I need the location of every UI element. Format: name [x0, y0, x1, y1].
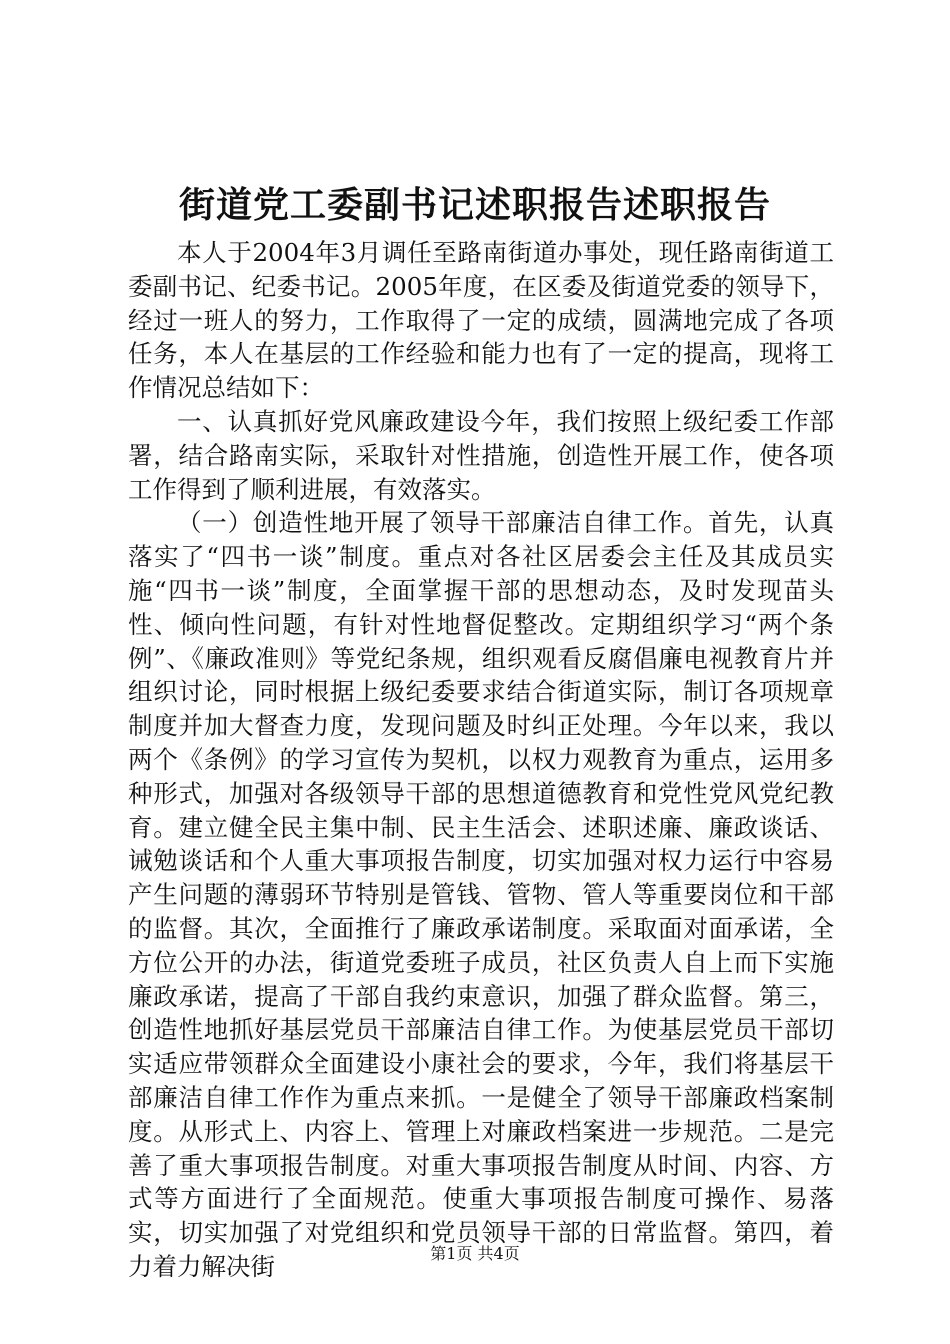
paragraph-intro: 本人于2004年3月调任至路南街道办事处，现任路南街道工委副书记、纪委书记。2005年度，在区委及街道党委的领导下，经过一班人的努力，工作取得了一定的成绩，圆满地完成了各项任务，本人在基层的工作经验和能力也有了一定的提高，现将工作情况总结如下： [128, 238, 834, 403]
paragraph-section-1: 一、认真抓好党风廉政建设今年，我们按照上级纪委工作部署，结合路南实际，采取针对性措施，创造性开展工作，使各项工作得到了顺利进展，有效落实。 [128, 406, 834, 504]
paragraph-subsection-1: （一）创造性地开展了领导干部廉洁自律工作。首先，认真落实了“四书一谈”制度。重点对各社区居委会主任及其成员实施“四书一谈”制度，全面掌握干部的思想动态，及时发现苗头性、倾向性问题，有针对性地督促整改。定期组织学习“两个条例”、《廉政准则》等党纪条规，组织观看反腐倡廉电视教育片并组织讨论，同时根据上级纪委要求结合街道实际，制订各项规章制度并加大督查力度，发现问题及时纠正处理。今年以来，我以两个《条例》的学习宣传为契机，以权力观教育为重点，运用多种形式，加强对各级领导干部的思想道德教育和党性党风党纪教育。建立健全民主集中制、民主生活会、述职述廉、廉政谈话、诫勉谈话和个人重大事项报告制度，切实加强对权力运行中容易产生问题的薄弱环节特别是管钱、管物、管人等重要岗位和干部的监督。其次，全面推行了廉政承诺制度。采取面对面承诺，全方位公开的办法，街道党委班子成员，社区负责人自上而下实施廉政承诺，提高了干部自我约束意识，加强了群众监督。第三，创造性地抓好基层党员干部廉洁自律工作。为使基层党员干部切实适应带领群众全面建设小康社会的要求，今年，我们将基层干部廉洁自律工作作为重点来抓。一是健全了领导干部廉政档案制度。从形式上、内容上、管理上对廉政档案进一步规范。二是完善了重大事项报告制度。对重大事项报告制度从时间、内容、方式等方面进行了全面规范。使重大事项报告制度可操作、易落实，切实加强了对党组织和党员领导干部的日常监督。第四，着力着力解决街 [128, 508, 834, 1281]
document-body [128, 236, 834, 1284]
document-title: 街道党工委副书记述职报告述职报告 [178, 184, 771, 226]
page-number-footer: 第1页 共4页 [430, 1244, 520, 1263]
